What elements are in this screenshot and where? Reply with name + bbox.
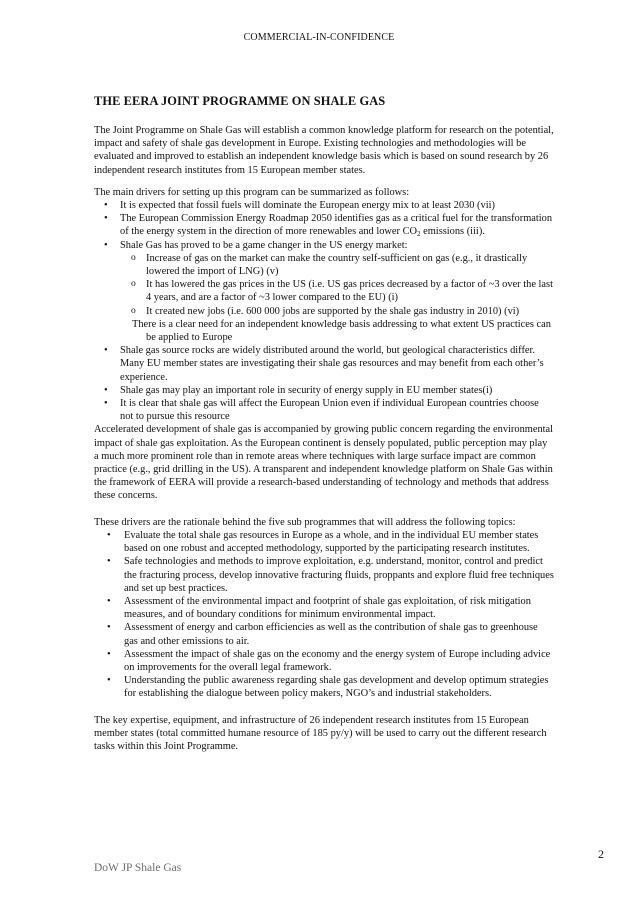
list-item: • Shale Gas has proved to be a game changer in the US energy market: o Increase of gas on the market can make the country self-sufficient on gas (e.g., it drastically lowered the import of LNG) (v) o It has lowered the gas prices in the US (i.e. US gas prices decreased by a factor of ~3 over the last 4 years, and are a factor of ~3 lower compared to the EU) (i) o It created new jobs (i.e. 600 000 jobs are supported by the shale gas industry in 2010) (vi) [94, 239, 554, 318]
drivers-list [94, 199, 554, 318]
list-item: o Increase of gas on the market can make the country self-sufficient on gas (e.g., it drastically lowered the import of LNG) (v) [120, 252, 554, 278]
list-item: • Evaluate the total shale gas resources in Europe as a whole, and in the individual EU member states based on one robust and accepted methodology, supported by the participating research institutes. [94, 529, 554, 555]
drivers-intro: The main drivers for setting up this program can be summarized as follows: [94, 186, 410, 198]
list-item: • Understanding the public awareness regarding shale gas development and develop optimum strategies for establishing the dialogue between policy makers, NGO’s and industrial stakeholders. [94, 674, 554, 700]
list-item: • Assessment of energy and carbon efficiencies as well as the contribution of shale gas to greenhouse gas and other emissions to air. [94, 621, 554, 647]
list-item: • Shale gas source rocks are widely distributed around the world, but geological characteristics differ. Many EU member states are investigating their shale gas resources and may benefit from each other’s experience. [94, 344, 554, 384]
intro-paragraph: The Joint Programme on Shale Gas will establish a common knowledge platform for research on the potential, impact and safety of shale gas development in Europe. Existing technologies and methodologies will be evaluated and improved to establish an independent knowledge basis which is based on sound research by 26 independent research institutes from 15 European member states. [94, 125, 554, 176]
us-subpoints [120, 252, 554, 318]
list-item: • Safe technologies and methods to improve exploitation, e.g. understand, monitor, control and predict the fracturing process, develop innovative fracturing fluids, proppants and explore fluid free techniques and set up best practices. [94, 555, 554, 595]
list-item: • It is expected that fossil fuels will dominate the European energy mix to at least 2030 (vii) [94, 199, 554, 212]
page-title: THE EERA JOINT PROGRAMME ON SHALE GAS [94, 94, 386, 108]
list-item: o It created new jobs (i.e. 600 000 jobs are supported by the shale gas industry in 2010) (vi) [120, 305, 554, 318]
drivers-list-continued [94, 344, 554, 423]
topics-intro: These drivers are the rationale behind the five sub programmes that will address the following topics: [94, 516, 516, 528]
document-body [94, 94, 554, 753]
confidentiality-header: COMMERCIAL-IN-CONFIDENCE [243, 32, 395, 43]
knowledge-need-text: There is a clear need for an independent knowledge basis addressing to what extent US practices can be applied to Europe [132, 318, 551, 344]
list-item: • The European Commission Energy Roadmap 2050 identifies gas as a critical fuel for the transformation of the energy system in the direction of more renewables and lower $CO_2$ emissions (iii). [94, 212, 554, 238]
list-item: • Assessment of the environmental impact and footprint of shale gas exploitation, of risk mitigation measures, and of boundary conditions for minimum environmental impact. [94, 595, 554, 621]
accelerated-paragraph: Accelerated development of shale gas is accompanied by growing public concern regarding the environmental impact of shale gas exploitation. As the European continent is densely populated, public perception may play a much more prominent role than in remote areas where techniques with large surface impact are common practice (e.g., grid drilling in the US). A transparent and independent knowledge platform on Shale Gas within the framework of EERA will provide a research-based understanding of technology and methods that address these concerns. [94, 424, 554, 502]
topics-list [94, 529, 554, 701]
list-item: • Shale gas may play an important role in security of energy supply in EU member states(i) [94, 384, 554, 397]
list-item: o It has lowered the gas prices in the US (i.e. US gas prices decreased by a factor of ~3 over the last 4 years, and are a factor of ~3 lower compared to the EU) (i) [120, 278, 554, 304]
closing-paragraph: The key expertise, equipment, and infrastructure of 26 independent research institutes from 15 European member states (total committed humane resource of 185 py/y) will be used to carry out the different research tasks within this Joint Programme. [94, 714, 547, 752]
list-item: • Assessment the impact of shale gas on the economy and the energy system of Europe including advice on improvements for the overall legal framework. [94, 648, 554, 674]
document-footer: DoW JP Shale Gas [94, 862, 182, 874]
page-number: 2 [598, 847, 604, 861]
list-item: • It is clear that shale gas will affect the European Union even if individual European countries choose not to pursue this resource [94, 397, 554, 423]
